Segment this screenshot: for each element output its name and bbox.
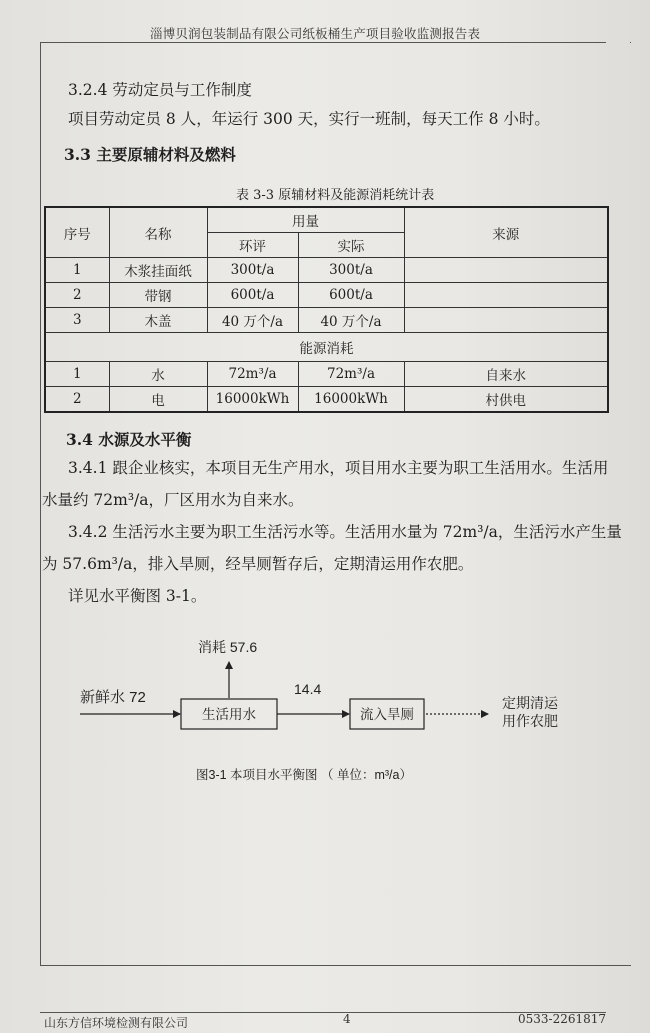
cell-source: 自来水 bbox=[404, 362, 608, 387]
frame-bottom bbox=[40, 965, 631, 966]
section-3-4-p1-line2: 水量约 72m³/a，厂区用水为自来水。 bbox=[42, 491, 304, 509]
cell-source bbox=[404, 308, 608, 333]
cell-name: 带钢 bbox=[109, 283, 207, 308]
section-3-3-heading: 3.3 主要原辅材料及燃料 bbox=[64, 145, 236, 164]
th-source: 来源 bbox=[404, 207, 608, 258]
cell-no: 2 bbox=[45, 283, 109, 308]
cell-actual: 72m³/a bbox=[298, 362, 404, 387]
cell-eia: 72m³/a bbox=[207, 362, 298, 387]
th-usage: 用量 bbox=[207, 207, 404, 233]
final-label-line1: 定期清运 bbox=[502, 695, 558, 711]
cell-no: 1 bbox=[45, 258, 109, 283]
cell-no: 3 bbox=[45, 308, 109, 333]
frame-left bbox=[40, 42, 41, 966]
cell-eia: 40 万个/a bbox=[207, 308, 298, 333]
table-caption: 表 3-3 原辅材料及能源消耗统计表 bbox=[236, 188, 435, 203]
cell-actual: 16000kWh bbox=[298, 387, 404, 413]
box-domestic-water-label: 生活用水 bbox=[202, 707, 256, 722]
section-3-4-p1-line1: 3.4.1 跟企业核实，本项目无生产用水，项目用水主要为职工生活用水。生活用 bbox=[68, 459, 609, 477]
materials-table bbox=[44, 206, 609, 413]
footer-page-number: 4 bbox=[343, 1012, 351, 1026]
water-balance-diagram bbox=[0, 630, 650, 790]
table-row bbox=[45, 308, 608, 333]
footer-company: 山东方信环境检测有限公司 bbox=[44, 1016, 189, 1030]
final-label-line2: 用作农肥 bbox=[502, 713, 558, 729]
figure-caption: 图3-1 本项目水平衡图 （ 单位：m³/a） bbox=[196, 768, 412, 782]
table-row bbox=[45, 258, 608, 283]
section-3-4-heading: 3.4 水源及水平衡 bbox=[66, 430, 192, 449]
cell-name: 水 bbox=[109, 362, 207, 387]
cell-source: 村供电 bbox=[404, 387, 608, 413]
cell-eia: 600t/a bbox=[207, 283, 298, 308]
cell-no: 2 bbox=[45, 387, 109, 413]
consume-label: 消耗 57.6 bbox=[198, 639, 258, 655]
box-latrine-label: 流入旱厕 bbox=[360, 707, 414, 722]
cell-no: 1 bbox=[45, 362, 109, 387]
cell-source bbox=[404, 258, 608, 283]
cell-source bbox=[404, 283, 608, 308]
table-row bbox=[45, 362, 608, 387]
th-no: 序号 bbox=[45, 207, 109, 258]
th-name: 名称 bbox=[109, 207, 207, 258]
frame-right-stub bbox=[630, 42, 631, 43]
header-title: 淄博贝润包装制品有限公司纸板桶生产项目验收监测报告表 bbox=[150, 26, 481, 41]
cell-name: 电 bbox=[109, 387, 207, 413]
th-actual: 实际 bbox=[298, 233, 404, 258]
cell-actual: 40 万个/a bbox=[298, 308, 404, 333]
cell-eia: 16000kWh bbox=[207, 387, 298, 413]
th-eia: 环评 bbox=[207, 233, 298, 258]
fresh-water-label: 新鲜水 72 bbox=[80, 689, 146, 706]
footer-phone: 0533-2261817 bbox=[518, 1012, 607, 1026]
cell-name: 木浆挂面纸 bbox=[109, 258, 207, 283]
table-row bbox=[45, 387, 608, 413]
section-3-2-4-text: 项目劳动定员 8 人，年运行 300 天，实行一班制，每天工作 8 小时。 bbox=[68, 110, 550, 128]
cell-eia: 300t/a bbox=[207, 258, 298, 283]
section-3-4-p2-line1: 3.4.2 生活污水主要为职工生活污水等。生活用水量为 72m³/a，生活污水产生量 bbox=[68, 523, 622, 541]
section-3-2-4-heading: 3.2.4 劳动定员与工作制度 bbox=[68, 81, 252, 99]
flow-label: 14.4 bbox=[294, 681, 322, 697]
cell-name: 木盖 bbox=[109, 308, 207, 333]
header-rule bbox=[40, 42, 606, 43]
table-row bbox=[45, 283, 608, 308]
cell-actual: 300t/a bbox=[298, 258, 404, 283]
cell-actual: 600t/a bbox=[298, 283, 404, 308]
energy-header: 能源消耗 bbox=[45, 333, 608, 362]
section-3-4-p3: 详见水平衡图 3-1。 bbox=[68, 587, 207, 605]
section-3-4-p2-line2: 为 57.6m³/a，排入旱厕，经旱厕暂存后，定期清运用作农肥。 bbox=[42, 555, 474, 573]
